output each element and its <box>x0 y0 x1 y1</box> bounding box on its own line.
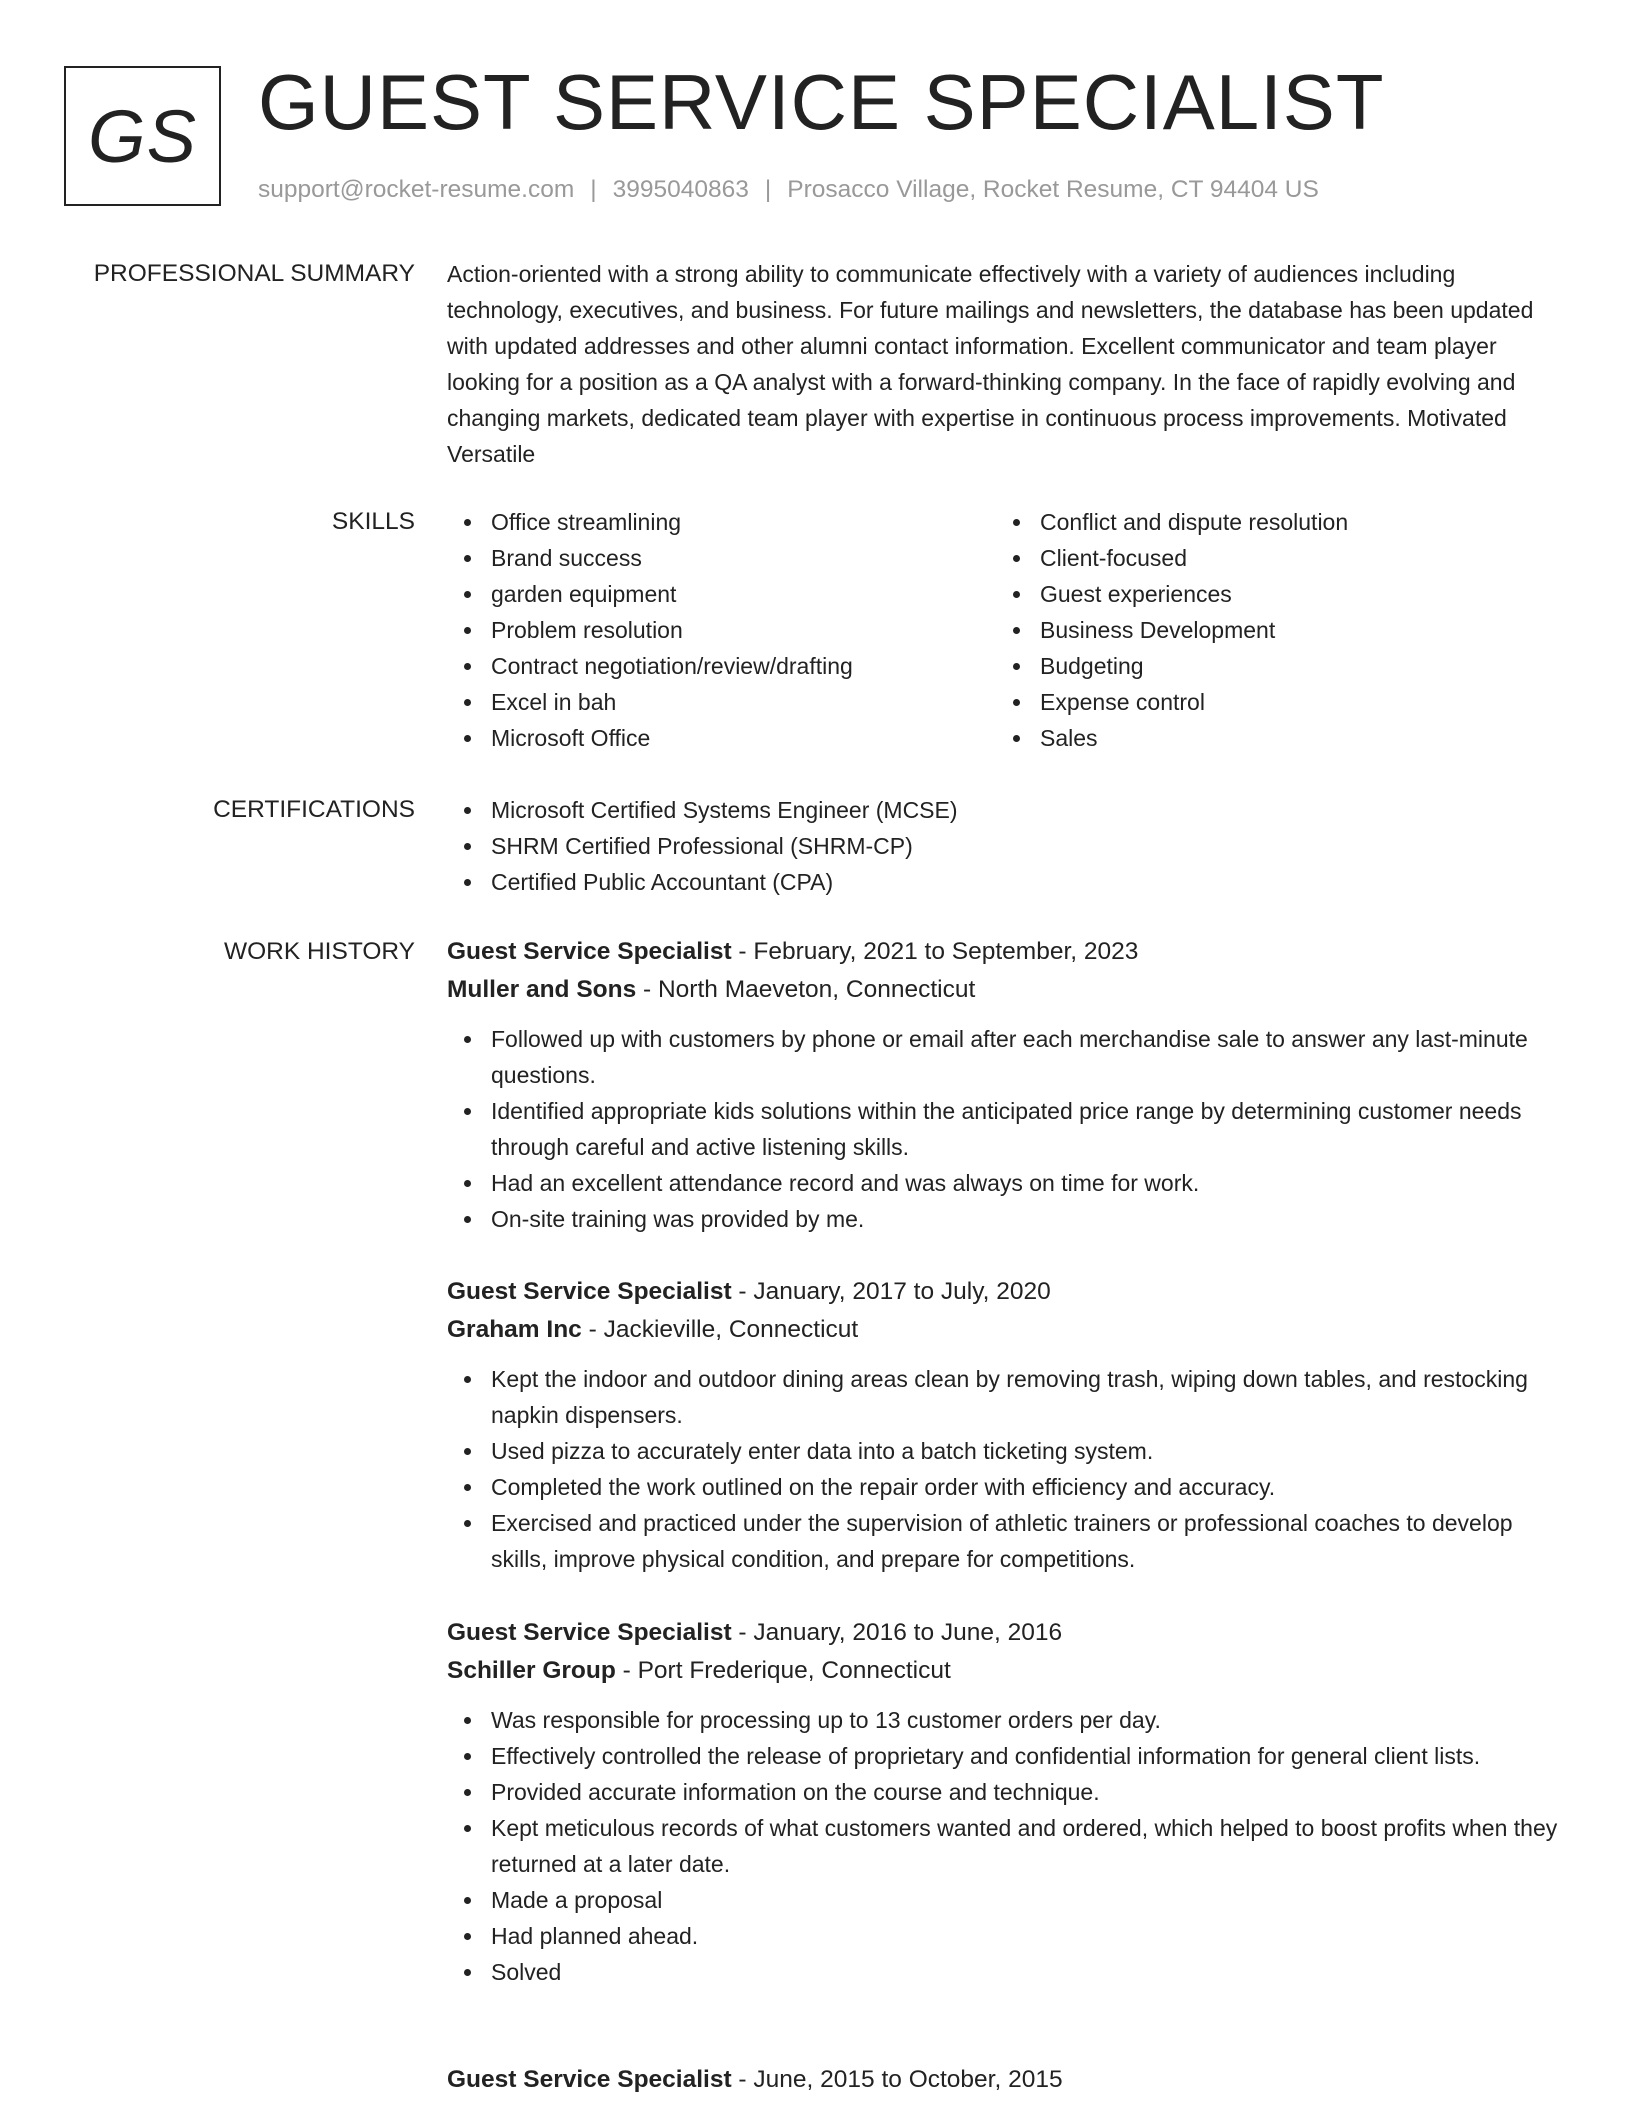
job-duty: Kept meticulous records of what customers wanted and ordered, which helped to boost profits when they returned at a later date. <box>491 1810 1562 1882</box>
contact-email: support@rocket-resume.com <box>258 176 575 203</box>
job-company: Graham Inc <box>447 1316 582 1343</box>
job-location: - North Maeveton, Connecticut <box>636 976 976 1003</box>
job-duty: Kept the indoor and outdoor dining areas clean by removing trash, wiping down tables, and restocking napkin dispensers. <box>491 1361 1562 1433</box>
certification-item: Certified Public Accountant (CPA) <box>491 864 1562 900</box>
skill-item: Sales <box>1040 720 1545 756</box>
job-company-line <box>447 1311 1562 1349</box>
certifications-list <box>447 792 1562 900</box>
monogram-box <box>64 66 221 206</box>
section-label-work-history: WORK HISTORY <box>223 938 415 965</box>
skill-item: Business Development <box>1040 612 1545 648</box>
section-label-certifications: CERTIFICATIONS <box>213 796 415 823</box>
job-dates: - January, 2017 to July, 2020 <box>731 1278 1051 1305</box>
job-company-line <box>447 1652 1562 1690</box>
job-entry <box>447 933 1562 1237</box>
contact-line <box>258 174 1319 206</box>
section-label-skills: SKILLS <box>331 508 415 535</box>
job-title-line <box>447 1614 1562 1652</box>
job-title: Guest Service Specialist <box>447 1278 732 1305</box>
job-dates: - June, 2015 to October, 2015 <box>731 2066 1063 2093</box>
job-location: - Jackieville, Connecticut <box>581 1316 859 1343</box>
job-company: Schiller Group <box>447 1657 616 1684</box>
resume-title: GUEST SERVICE SPECIALIST <box>258 58 1385 146</box>
skill-item: Problem resolution <box>491 612 996 648</box>
job-title-line <box>447 933 1562 971</box>
job-duties-list <box>447 1702 1562 1990</box>
skill-item: Expense control <box>1040 684 1545 720</box>
skill-item: Budgeting <box>1040 648 1545 684</box>
job-duty: Followed up with customers by phone or email after each merchandise sale to answer any last-minute questions. <box>491 1021 1562 1093</box>
job-duty: Exercised and practiced under the supervision of athletic trainers or professional coaches to develop skills, improve physical condition, and prepare for competitions. <box>491 1505 1562 1577</box>
job-dates: - January, 2016 to June, 2016 <box>731 1619 1063 1646</box>
contact-phone: 3995040863 <box>612 176 749 203</box>
job-duty: Identified appropriate kids solutions within the anticipated price range by determining customer needs through careful and active listening skills. <box>491 1093 1562 1165</box>
job-duty: Was responsible for processing up to 13 customer orders per day. <box>491 1702 1562 1738</box>
job-entry <box>447 1273 1562 1577</box>
job-duty: Made a proposal <box>491 1882 1562 1918</box>
skill-item: garden equipment <box>491 576 996 612</box>
skills-list-right <box>996 504 1545 756</box>
monogram-initials: GS <box>88 94 197 178</box>
job-title: Guest Service Specialist <box>447 2066 732 2093</box>
section-label-summary: PROFESSIONAL SUMMARY <box>93 260 415 287</box>
job-dates: - February, 2021 to September, 2023 <box>731 938 1139 965</box>
job-duty: Used pizza to accurately enter data into a batch ticketing system. <box>491 1433 1562 1469</box>
job-entry <box>447 1614 1562 1990</box>
skill-item: Office streamlining <box>491 504 996 540</box>
certification-item: Microsoft Certified Systems Engineer (MCSE) <box>491 792 1562 828</box>
certifications-section <box>447 792 1562 900</box>
skill-item: Brand success <box>491 540 996 576</box>
job-duties-list <box>447 1021 1562 1237</box>
skill-item: Microsoft Office <box>491 720 996 756</box>
skill-item: Excel in bah <box>491 684 996 720</box>
skills-list-left <box>447 504 996 756</box>
job-company-line <box>447 971 1562 1009</box>
contact-separator: | <box>764 176 772 203</box>
job-duty: Effectively controlled the release of proprietary and confidential information for general client lists. <box>491 1738 1562 1774</box>
job-duties-list <box>447 1361 1562 1577</box>
job-entry <box>447 2061 1562 2099</box>
skill-item: Contract negotiation/review/drafting <box>491 648 996 684</box>
skills-section <box>447 504 1562 756</box>
job-duty: Solved <box>491 1954 1562 1990</box>
job-title-line <box>447 2061 1562 2099</box>
skill-item: Conflict and dispute resolution <box>1040 504 1545 540</box>
job-title: Guest Service Specialist <box>447 938 732 965</box>
summary-text: Action-oriented with a strong ability to communicate effectively with a variety of audiences including technology, executives, and business. For future mailings and newsletters, the database has been updated with updated addresses and other alumni contact information. Excellent communicator and team player looking for a position as a QA analyst with a forward-thinking company. In the face of rapidly evolving and changing markets, dedicated team player with expertise in continuous process improvements. Motivated Versatile <box>447 261 1534 467</box>
job-duty: On-site training was provided by me. <box>491 1201 1562 1237</box>
job-duty: Completed the work outlined on the repair order with efficiency and accuracy. <box>491 1469 1562 1505</box>
job-duty: Provided accurate information on the course and technique. <box>491 1774 1562 1810</box>
skill-item: Guest experiences <box>1040 576 1545 612</box>
certification-item: SHRM Certified Professional (SHRM-CP) <box>491 828 1562 864</box>
skill-item: Client-focused <box>1040 540 1545 576</box>
summary-section <box>447 256 1562 472</box>
job-duty: Had an excellent attendance record and was always on time for work. <box>491 1165 1562 1201</box>
contact-separator: | <box>590 176 597 203</box>
job-location: - Port Frederique, Connecticut <box>615 1657 951 1684</box>
contact-address: Prosacco Village, Rocket Resume, CT 94404 US <box>787 176 1319 203</box>
job-title-line <box>447 1273 1562 1311</box>
job-duty: Had planned ahead. <box>491 1918 1562 1954</box>
job-title: Guest Service Specialist <box>447 1619 732 1646</box>
job-company: Muller and Sons <box>447 976 637 1003</box>
